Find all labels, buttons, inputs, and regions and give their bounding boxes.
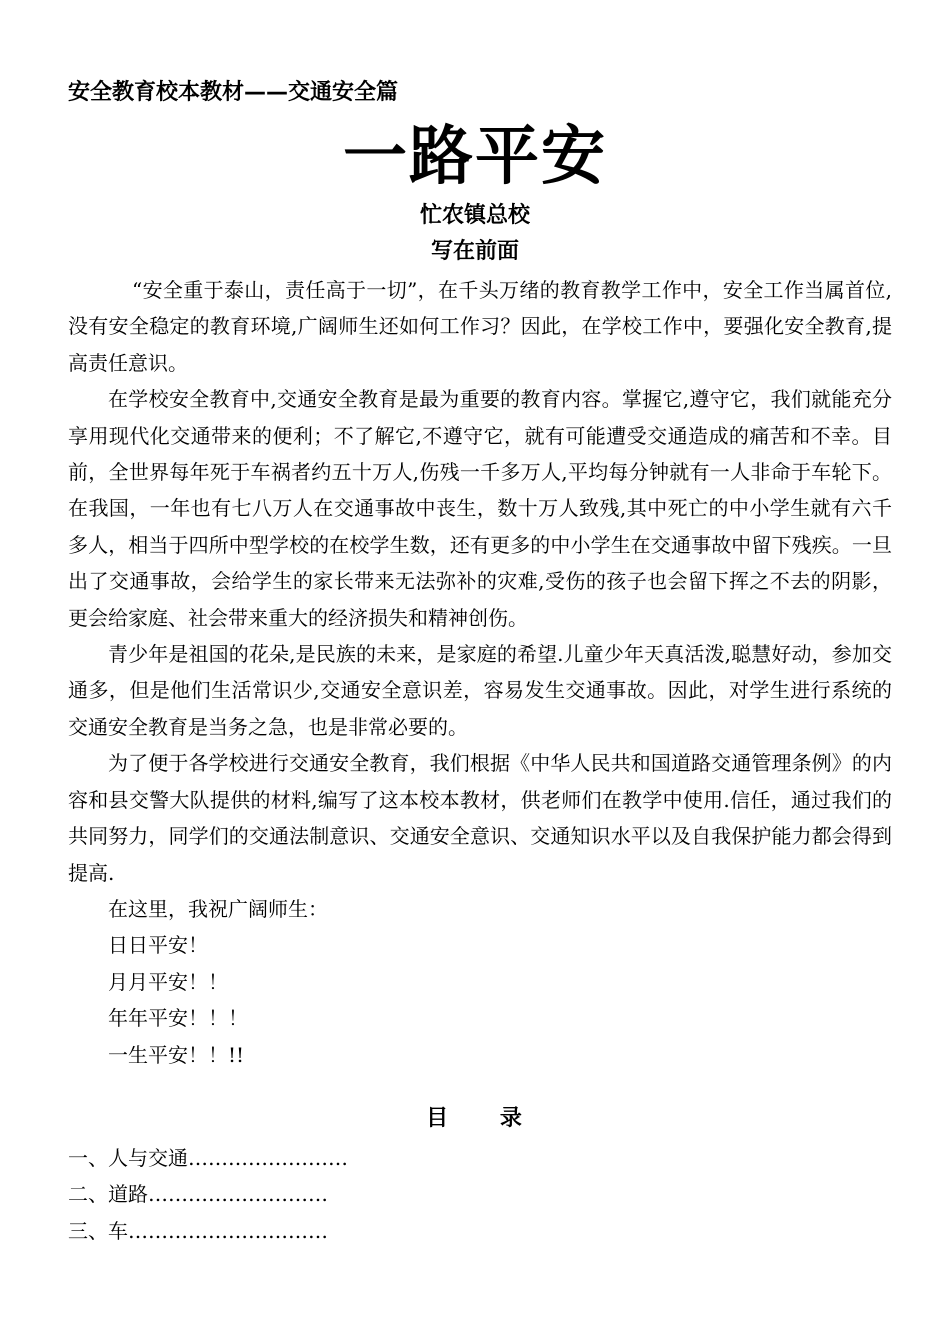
preface-heading: 写在前面 xyxy=(430,239,519,264)
table-of-contents xyxy=(68,1140,668,1249)
toc-item[interactable]: 一、人与交通…………………… xyxy=(68,1146,348,1170)
wish-line: 一生平安！！!! xyxy=(108,1042,245,1067)
wish-line: 年年平安！！！ xyxy=(108,1006,248,1031)
series-title: 安全教育校本教材——交通安全篇 xyxy=(68,80,399,105)
main-title: 一路平安 xyxy=(343,120,607,194)
toc-item[interactable]: 三、车………………………… xyxy=(68,1218,328,1243)
preface-paragraph: 青少年是祖国的花朵,是民族的未来，是家庭的希望.儿童少年天真活泼,聪慧好动，参加交通多，但是他们生活常识少,交通安全意识差，容易发生交通事故。因此，对学生进行系统的交通安全教育是当务之急，也是非常必要的。 xyxy=(68,642,892,739)
preface-paragraph: 为了便于各学校进行交通安全教育，我们根据《中华人民共和国道路交通管理条例》的内容和县交警大队提供的材料,编写了这本校本教材，供老师们在教学中使用.信任，通过我们的共同努力，同学们的交通法制意识、交通安全意识、交通知识水平以及自我保护能力都会得到提高. xyxy=(68,751,892,885)
wish-line: 日日平安！ xyxy=(108,933,208,958)
toc-item[interactable]: 二、道路……………………… xyxy=(68,1182,328,1207)
preface-body xyxy=(68,272,892,1073)
preface-paragraph: 在学校安全教育中,交通安全教育是最为重要的教育内容。掌握它,遵守它，我们就能充分享用现代化交通带来的便利；不了解它,不遵守它，就有可能遭受交通造成的痛苦和不幸。目前，全世界每年死于车祸者约五十万人,伤残一千多万人,平均每分钟就有一人非命于车轮下。在我国，一年也有七八万人在交通事故中丧生，数十万人致残,其中死亡的中小学生就有六千多人，相当于四所中型学校的在校学生数，还有更多的中小学生在交通事故中留下残疾。一旦出了交通事故，会给学生的家长带来无法弥补的灾难,受伤的孩子也会留下挥之不去的阴影，更会给家庭、社会带来重大的经济损失和精神创伤。 xyxy=(68,387,892,630)
preface-paragraph: 在这里，我祝广阔师生： xyxy=(108,896,328,921)
toc-heading: 目 录 xyxy=(426,1106,524,1131)
wish-line: 月月平安！！ xyxy=(108,969,228,994)
preface-paragraph: “安全重于泰山，责任高于一切”，在千头万绪的教育教学工作中，安全工作当属首位,没有安全稳定的教育环境,广阔师生还如何工作习？因此，在学校工作中，要强化安全教育,提高责任意识。 xyxy=(68,278,892,375)
school-name: 忙农镇总校 xyxy=(419,203,530,228)
